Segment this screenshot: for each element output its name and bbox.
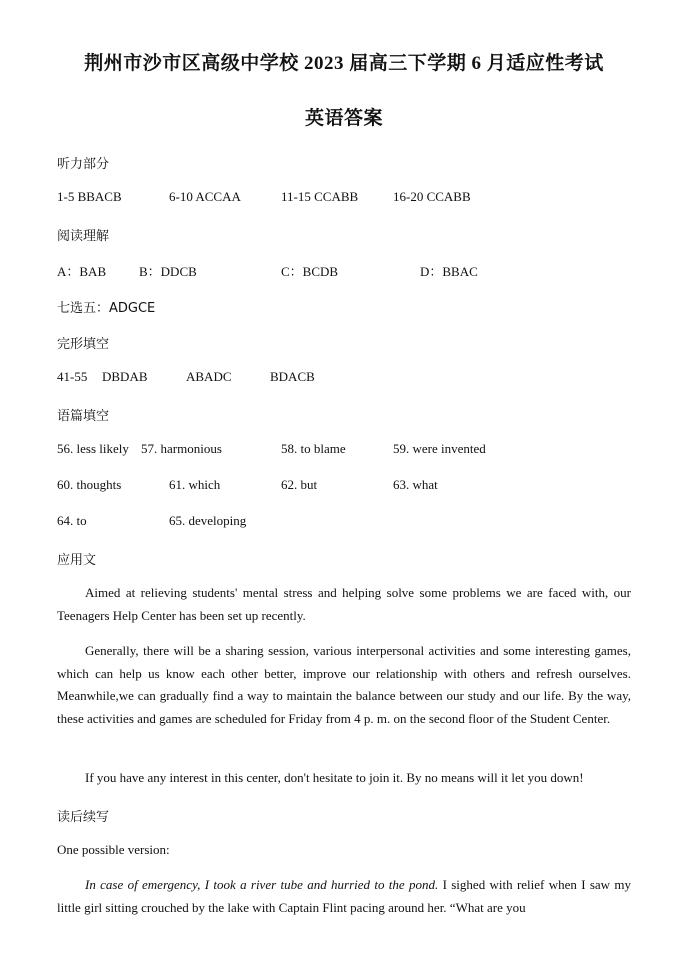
reading-answer: D：BBAC <box>420 264 478 279</box>
reading-answer: C：BCDB <box>281 264 339 279</box>
continuation-heading: 读后续写 <box>57 810 110 825</box>
grammar-answer: 63. what <box>393 477 438 492</box>
writing-paragraph: If you have any interest in this center, don't hesitate to join it. By no means will it let you down! <box>85 770 584 785</box>
listening-answer: 11-15 CCABB <box>281 189 359 204</box>
grammar-answer: 60. thoughts <box>57 477 122 492</box>
grammar-answer: 56. less likely <box>57 441 129 456</box>
grammar-answer: 57. harmonious <box>141 441 222 456</box>
writing-paragraph: Generally, there will be a sharing session, various interpersonal activities and some interesting games, which can help us know each other better, improve our relationship with others and refresh ourselves. Meanwhile,we can gradually find a way to maintain the balance between our study and our life. By the way, these activities and games are scheduled for Friday from 4 p. m. on the second floor of the Student Center. <box>57 643 631 726</box>
cloze-answer: BDACB <box>270 369 315 384</box>
reading-answer: B：DDCB <box>139 264 197 279</box>
listening-answer: 16-20 CCABB <box>393 189 471 204</box>
reading-heading: 阅读理解 <box>57 229 110 244</box>
cloze-range: 41-55 <box>57 369 88 384</box>
grammar-answer: 58. to blame <box>281 441 346 456</box>
listening-heading: 听力部分 <box>57 157 110 172</box>
reading-answer: A：BAB <box>57 264 107 279</box>
listening-answer: 6-10 ACCAA <box>169 189 241 204</box>
continuation-text: I sighed with relief when I saw my little girl sitting crouched by the lake with Captain Flint pacing around her. “What are you <box>57 877 632 915</box>
grammar-answer: 62. but <box>281 477 318 492</box>
cloze-heading: 完形填空 <box>57 337 110 352</box>
document-subtitle: 英语答案 <box>304 108 383 129</box>
grammar-answer: 65. developing <box>169 513 247 528</box>
grammar-answer: 61. which <box>169 477 221 492</box>
seven-five-answer: 七选五：ADGCE <box>57 301 156 316</box>
cloze-answer: ABADC <box>186 369 232 384</box>
continuation-italic-start: In case of emergency, I took a river tube and hurried to the pond. <box>85 877 439 892</box>
document-title: 荆州市沙市区高级中学校 2023 届高三下学期 6 月适应性考试 <box>84 53 604 74</box>
listening-answer: 1-5 BBACB <box>57 189 122 204</box>
continuation-intro: One possible version: <box>57 842 170 857</box>
continuation-paragraph <box>57 874 631 919</box>
cloze-answer: DBDAB <box>102 369 148 384</box>
grammar-answer: 64. to <box>57 513 87 528</box>
grammar-answer: 59. were invented <box>393 441 486 456</box>
writing-paragraph: Aimed at relieving students' mental stress and helping solve some problems we are faced with, our Teenagers Help Center has been set up recently. <box>57 585 631 623</box>
writing-heading: 应用文 <box>57 553 97 568</box>
grammar-heading: 语篇填空 <box>57 409 110 424</box>
